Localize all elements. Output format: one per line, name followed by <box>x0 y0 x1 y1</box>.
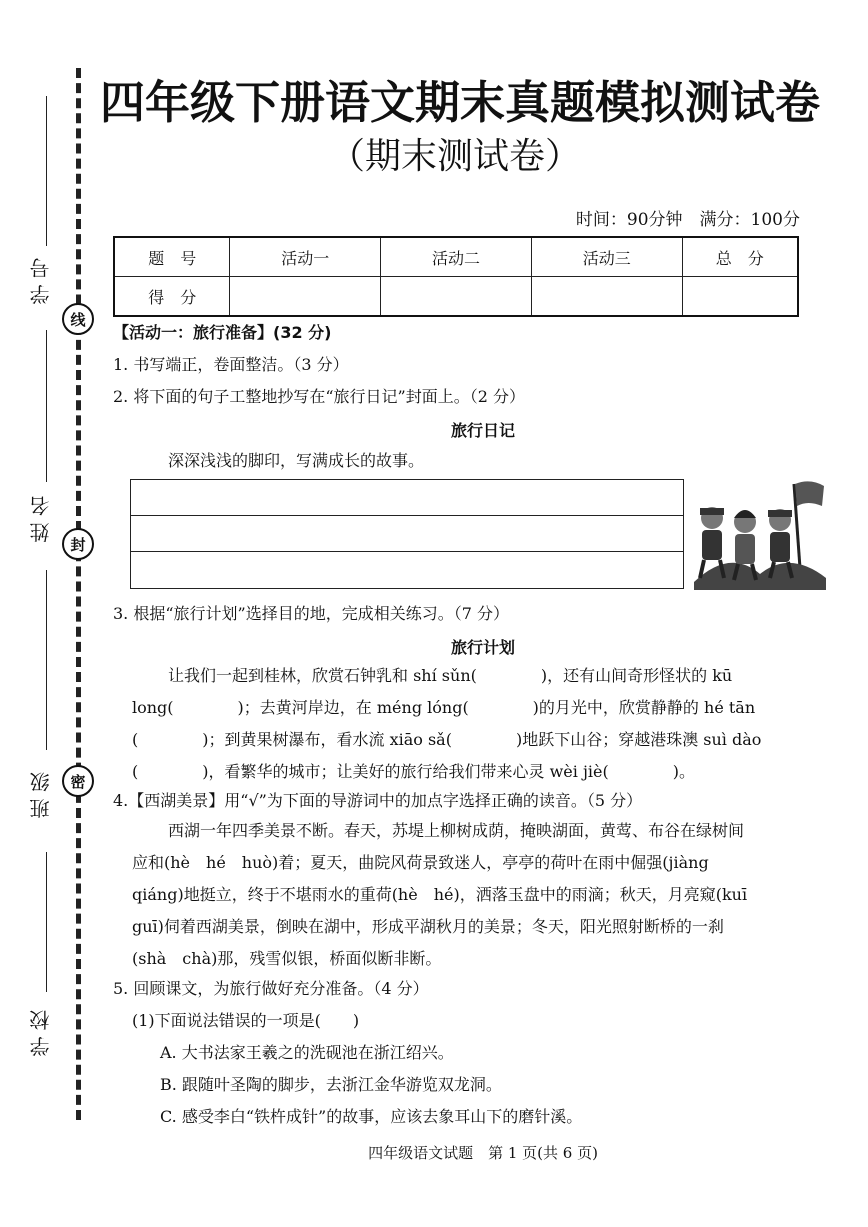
westlake-paragraph <box>132 815 812 975</box>
score-table-score-row <box>114 277 798 317</box>
option-a: A. 大书法家王羲之的洗砚池在浙江绍兴。 <box>160 1043 454 1062</box>
writing-line[interactable] <box>131 480 683 516</box>
question-1: 1. 书写端正，卷面整洁。（3 分） <box>113 355 349 374</box>
question-5-sub: (1)下面说法错误的一项是( ) <box>132 1011 360 1030</box>
score-cell-activity-2[interactable] <box>381 277 532 317</box>
westlake-line: qiáng)地挺立，终于不堪雨水的重荷(hè hé)，洒落玉盘中的雨滴；秋天，月亮窥(kuī <box>132 885 748 904</box>
question-5: 5. 回顾课文，为旅行做好充分准备。（4 分） <box>113 979 429 998</box>
children-with-flag-illustration <box>690 478 830 590</box>
option-c: C. 感受李白“铁杵成针”的故事，应该去象耳山下的磨针溪。 <box>160 1107 583 1126</box>
class-blank <box>46 852 47 992</box>
table-cell: 活动三 <box>531 237 682 277</box>
binding-dashed-line <box>76 68 81 1120</box>
table-cell: 得 分 <box>114 277 230 317</box>
plan-line: long( )；去黄河岸边，在 méng lóng( )的月光中，欣赏静静的 hé tān <box>132 698 756 717</box>
score-cell-total[interactable] <box>682 277 798 317</box>
westlake-line: 西湖一年四季美景不断。春天，苏堤上柳树成荫，掩映湖面，黄莺、布谷在绿树间 <box>168 821 745 840</box>
name-blank <box>46 382 47 482</box>
table-cell: 活动一 <box>230 237 381 277</box>
westlake-line: guī)伺着西湖美景，倒映在湖中，形成平湖秋月的美景；冬天，阳光照射断桥的一刹 <box>132 917 724 936</box>
question-4: 4.【西湖美景】用“√”为下面的导游词中的加点字选择正确的读音。（5 分） <box>113 791 643 810</box>
label-name: 姓 名 <box>29 496 53 543</box>
section-heading: 【活动一：旅行准备】(32 分) <box>113 323 332 342</box>
score-table-header-row <box>114 237 798 277</box>
score-cell-activity-1[interactable] <box>230 277 381 317</box>
seal-xian: 线 <box>62 303 94 335</box>
question-2: 2. 将下面的句子工整地抄写在“旅行日记”封面上。（2 分） <box>113 387 525 406</box>
label-class: 班 级 <box>29 772 53 819</box>
label-student-id: 学 号 <box>29 258 53 305</box>
seal-mi: 密 <box>62 765 94 797</box>
diary-sentence: 深深浅浅的脚印，写满成长的故事。 <box>168 451 425 470</box>
plan-line: ( )，看繁华的城市；让美好的旅行给我们带来心灵 wèi jiè( )。 <box>132 762 695 781</box>
score-cell-activity-3[interactable] <box>531 277 682 317</box>
copy-writing-box[interactable] <box>130 479 684 589</box>
writing-line[interactable] <box>131 552 683 588</box>
plan-line: ( )；到黄果树瀑布，看水流 xiāo sǎ( )地跃下山谷；穿越港珠澳 suì dào <box>132 730 762 749</box>
student-id-blank <box>46 96 47 246</box>
time-score-info: 时间：90分钟 满分：100分 <box>575 210 800 230</box>
page-subtitle: （期末测试卷） <box>328 136 581 177</box>
score-table <box>113 236 799 317</box>
westlake-line: (shà chà)那，残雪似银，桥面似断非断。 <box>132 949 442 968</box>
page-footer: 四年级语文试题 第 1 页(共 6 页) <box>368 1144 598 1162</box>
diary-title: 旅行日记 <box>450 421 515 440</box>
plan-title: 旅行计划 <box>450 638 515 657</box>
westlake-line: 应和(hè hé huò)着；夏天，曲院风荷景致迷人，亭亭的荷叶在雨中倔强(jiàng <box>132 853 709 872</box>
name-blank-2 <box>46 570 47 750</box>
table-cell: 总 分 <box>682 237 798 277</box>
table-cell: 活动二 <box>381 237 532 277</box>
writing-line[interactable] <box>131 516 683 552</box>
seal-feng: 封 <box>62 528 94 560</box>
page-title: 四年级下册语文期末真题模拟测试卷 <box>100 76 821 129</box>
table-cell: 题 号 <box>114 237 230 277</box>
plan-paragraph <box>132 660 812 788</box>
plan-line: 让我们一起到桂林，欣赏石钟乳和 shí sǔn( )，还有山间奇形怪状的 kū <box>168 666 733 685</box>
label-school: 学 校 <box>29 1010 53 1057</box>
question-3: 3. 根据“旅行计划”选择目的地，完成相关练习。（7 分） <box>113 604 509 623</box>
option-b: B. 跟随叶圣陶的脚步，去浙江金华游览双龙洞。 <box>160 1075 502 1094</box>
